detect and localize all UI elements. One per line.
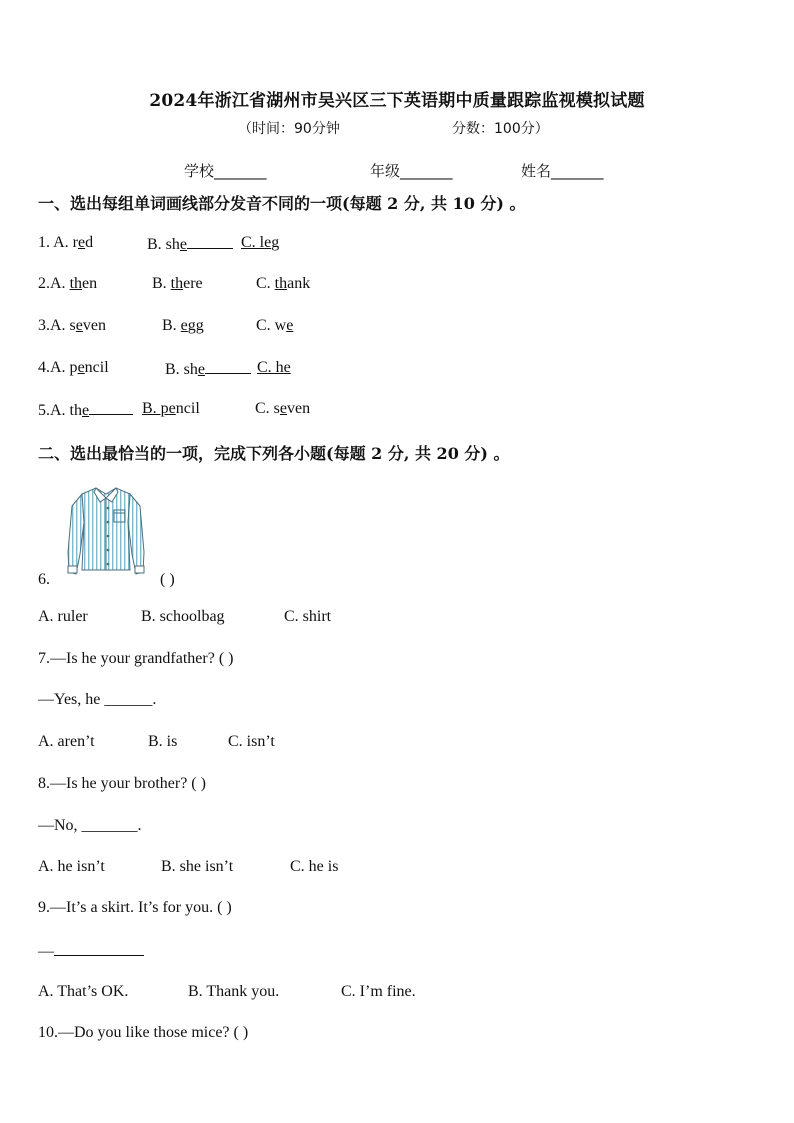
q5-option-a: A. the	[50, 402, 133, 419]
q7-reply: —Yes, he ______.	[38, 691, 157, 708]
question-10: 10.—Do you like those mice? ( )	[38, 1024, 249, 1041]
school-blank: _______	[214, 162, 267, 180]
exam-time: （时间：90分钟	[238, 121, 340, 137]
grade-blank: _______	[400, 162, 453, 180]
q6-option-a: A. ruler	[38, 608, 88, 625]
q6-option-c: C. shirt	[284, 608, 332, 625]
q7-option-c: C. isn’t	[228, 733, 275, 750]
q5-option-c: C. seven	[255, 400, 311, 417]
q9-reply: —	[38, 941, 144, 961]
q8-option-a: A. he isn’t	[38, 858, 105, 875]
q8-reply: —No, _______.	[38, 817, 142, 834]
q9-option-c: C. I’m fine.	[341, 983, 416, 1000]
q5-option-b: B. pencil	[142, 400, 200, 417]
q4-option-b: B. she	[165, 359, 251, 379]
q3-option-b: B. egg	[162, 317, 204, 334]
q2-option-c: C. thank	[256, 275, 311, 292]
q9-option-a: A. That’s OK.	[38, 983, 129, 1000]
question-3	[38, 317, 106, 335]
name-field	[521, 160, 604, 181]
q2-option-b: B. there	[152, 275, 203, 292]
question-9: 9.—It’s a skirt. It’s for you. ( )	[38, 899, 232, 916]
q3-option-a: A. seven	[50, 317, 106, 334]
question-4	[38, 359, 109, 377]
q5-number: 5.	[38, 402, 50, 419]
school-label: 学校	[184, 162, 215, 180]
page-title: 2024年浙江省湖州市吴兴区三下英语期中质量跟踪监视模拟试题	[149, 91, 645, 111]
q1-option-c: C. leg	[241, 234, 280, 251]
section-heading-2: 二、选出最恰当的一项，完成下列各小题(每题 2 分, 共 20 分) 。	[38, 444, 510, 463]
q4-option-c: C. he	[257, 359, 291, 376]
section-heading-1: 一、选出每组单词画线部分发音不同的一项(每题 2 分, 共 10 分) 。	[38, 194, 526, 213]
q6-answer-paren: ( )	[160, 571, 175, 588]
q1-option-a: A. red	[53, 234, 94, 251]
q2-number: 2.	[38, 275, 50, 292]
name-label: 姓名	[521, 162, 552, 180]
grade-label: 年级	[370, 162, 401, 180]
q8-option-b: B. she isn’t	[161, 858, 234, 875]
q3-number: 3.	[38, 317, 50, 334]
school-field	[184, 160, 267, 181]
q6-number: 6.	[38, 571, 50, 588]
q2-option-a: A. then	[50, 275, 98, 292]
question-8: 8.—Is he your brother? ( )	[38, 775, 206, 792]
q7-option-a: A. aren’t	[38, 733, 95, 750]
shirt-image	[64, 482, 148, 578]
name-blank: _______	[551, 162, 604, 180]
q9-option-b: B. Thank you.	[188, 983, 280, 1000]
q4-number: 4.	[38, 359, 50, 376]
q7-option-b: B. is	[148, 733, 178, 750]
grade-field	[370, 160, 453, 181]
q8-option-c: C. he is	[290, 858, 339, 875]
question-1	[38, 234, 93, 252]
q3-option-c: C. we	[256, 317, 294, 334]
question-5	[38, 400, 133, 420]
q4-option-a: A. pencil	[50, 359, 109, 376]
q6-option-b: B. schoolbag	[141, 608, 225, 625]
q1-option-b: B. she	[147, 234, 233, 254]
exam-score: 分数：100分）	[452, 121, 549, 137]
question-2	[38, 275, 97, 293]
question-7: 7.—Is he your grandfather? ( )	[38, 650, 234, 667]
q1-number: 1.	[38, 234, 54, 251]
